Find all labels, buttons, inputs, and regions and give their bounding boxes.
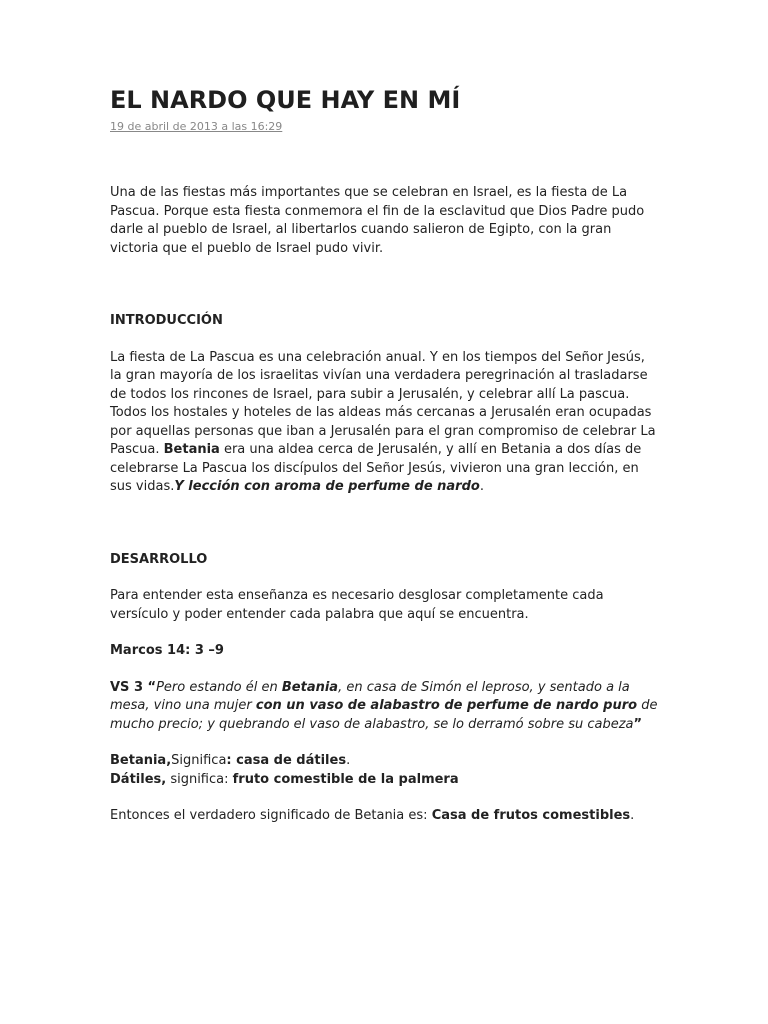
entonces-end: . bbox=[630, 808, 635, 823]
fiesta-text-1: La fiesta de La Pascua es una celebración anual. Y en los tiempos del Señor Jesús, la gran mayoría de los israelitas vivían una verdadera peregrinación al trasladarse de todos los rincones de Israel, para subir a Jerusalén, y celebrar allí La pascua. Todos los hostales y hoteles de las aldeas más cercanas a Jerusalén eran ocupadas por aquellas personas que iban a Jerusalén para el gran compromiso de celebrar La Pascua. bbox=[110, 349, 656, 457]
fiesta-text-2: era una aldea cerca de Jerusalén, y allí en Betania a dos días de celebrarse La Pascua los discípulos del Señor Jesús, vivieron una gran lección, en sus vidas. bbox=[110, 442, 642, 494]
entonces-bold: Casa de frutos comestibles bbox=[431, 808, 631, 823]
fiesta-paragraph bbox=[110, 349, 658, 497]
datiles-term: Dátiles, bbox=[110, 771, 167, 787]
vs3-close: ” bbox=[633, 716, 643, 732]
marcos-reference: Marcos 14: 3 –9 bbox=[110, 643, 224, 658]
betania-sig: Significa bbox=[171, 753, 227, 768]
vs3-bold: con un vaso de alabastro de perfume de nardo puro bbox=[255, 698, 638, 713]
heading-introduccion: INTRODUCCIÓN bbox=[110, 313, 223, 328]
fiesta-end: . bbox=[479, 479, 484, 494]
definitions-paragraph bbox=[110, 752, 658, 789]
vs3-text-2: , en casa de Simón el leproso, y sentado a la mesa, vino una mujer bbox=[110, 679, 630, 713]
intro-paragraph: Una de las fiestas más importantes que se celebran en Israel, es la fiesta de La Pascua. Porque esta fiesta conmemora el fin de la esclavitud que Dios Padre pudo darle al pueblo de Israel, al libertarlos cuando salieron de Egipto, con la gran victoria que el pueblo de Israel pudo vivir. bbox=[110, 185, 645, 256]
entonces-text: Entonces el verdadero significado de Betania es: bbox=[110, 808, 432, 823]
date-link[interactable]: 19 de abril de 2013 a las 16:29 bbox=[110, 120, 283, 133]
betania-end: . bbox=[346, 753, 351, 768]
page-title: EL NARDO QUE HAY EN MÍ bbox=[110, 86, 461, 114]
vs3-betania: Betania bbox=[281, 679, 339, 695]
datiles-sig: significa: bbox=[166, 771, 233, 787]
betania-term: Betania, bbox=[110, 753, 172, 768]
fiesta-emphasis: Y lección con aroma de perfume de nardo bbox=[174, 479, 480, 494]
vs3-label: VS 3 “ bbox=[110, 679, 157, 695]
vs3-text-1: Pero estando él en bbox=[156, 679, 282, 695]
para-entender-paragraph: Para entender esta enseñanza es necesario desglosar completamente cada versículo y poder entender cada palabra que aquí se encuentra. bbox=[110, 588, 604, 622]
vs3-paragraph bbox=[110, 679, 658, 735]
vs3-text-3: de mucho precio; y quebrando el vaso de alabastro, se lo derramó sobre su cabeza bbox=[110, 698, 658, 732]
datiles-meaning: fruto comestible de la palmera bbox=[232, 771, 459, 787]
heading-desarrollo: DESARROLLO bbox=[110, 551, 208, 567]
fiesta-betania: Betania bbox=[163, 442, 220, 457]
betania-meaning: : casa de dátiles bbox=[226, 753, 347, 768]
entonces-paragraph bbox=[110, 807, 658, 826]
